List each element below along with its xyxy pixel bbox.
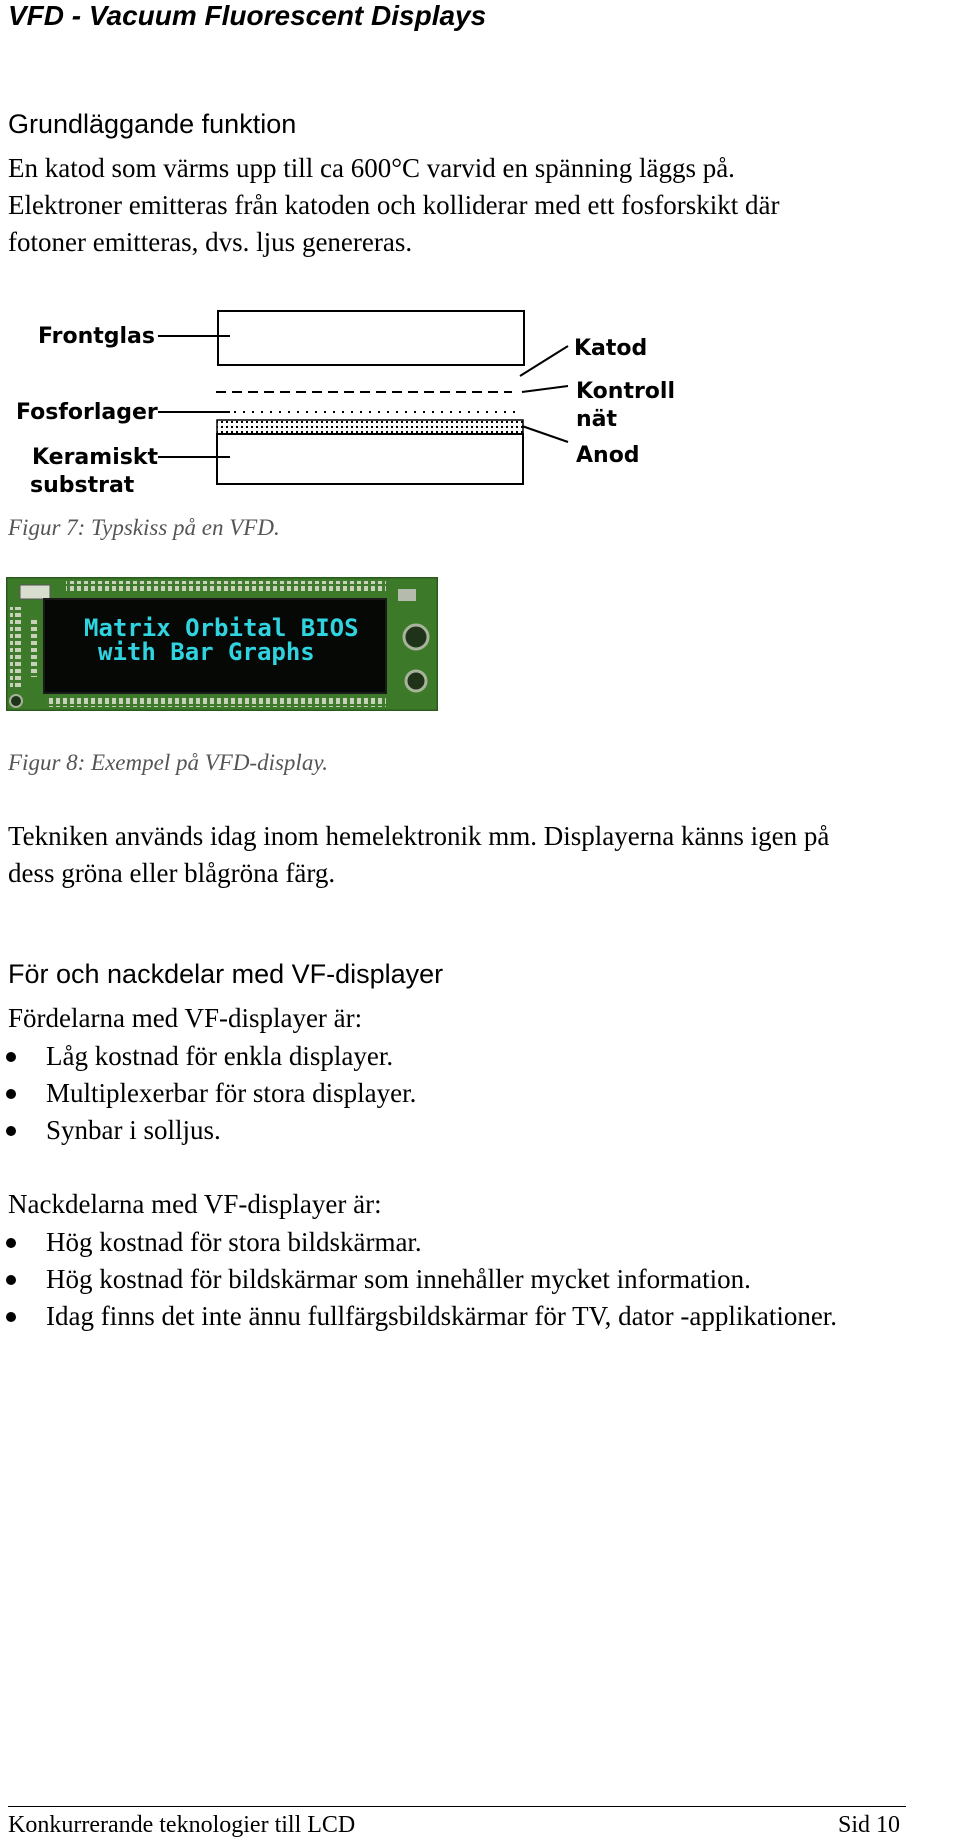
page-header-title: VFD - Vacuum Fluorescent Displays — [8, 0, 487, 31]
label-frontglas: Frontglas — [38, 324, 155, 349]
section-heading-basic-function: Grundläggande funktion — [8, 109, 297, 139]
figure-8-caption: Figur 8: Exempel på VFD-display. — [8, 750, 329, 775]
body-line-2: Elektroner emitteras från katoden och kolliderar med ett fosforskikt där — [8, 190, 780, 220]
list-item-pro: Låg kostnad för enkla displayer. — [0, 1038, 416, 1075]
mounting-hole — [404, 625, 428, 649]
list-item-con: Hög kostnad för stora bildskärmar. — [0, 1224, 837, 1261]
label-katod: Katod — [574, 336, 648, 361]
body-line-1: En katod som värms upp till ca 600°C varvid en spänning läggs på. — [8, 153, 735, 183]
body-line-5: dess gröna eller blågröna färg. — [8, 858, 336, 888]
vfd-schematic-diagram — [0, 300, 700, 510]
section-heading-pros-cons: För och nackdelar med VF-displayer — [8, 959, 444, 989]
phosphor-layer-shape — [217, 420, 523, 434]
list-item-con: Hög kostnad för bildskärmar som innehåller mycket information. — [0, 1261, 837, 1298]
cons-list — [0, 1224, 837, 1335]
front-glass-shape — [218, 311, 524, 365]
leader-line-anod — [522, 426, 568, 442]
display-text-line-1: Matrix Orbital BIOS — [84, 614, 359, 642]
list-item-pro: Multiplexerbar för stora displayer. — [0, 1075, 416, 1112]
top-pin-row — [66, 581, 386, 591]
pros-intro: Fördelarna med VF-displayer är: — [8, 1003, 363, 1033]
left-pin-column — [10, 607, 22, 687]
leader-line-kontroll — [522, 386, 568, 392]
list-item-con: Idag finns det inte ännu fullfärgsbildskärmar för TV, dator -applikationer. — [0, 1298, 837, 1335]
footer-document-title: Konkurrerande teknologier till LCD — [8, 1812, 356, 1838]
cons-intro: Nackdelarna med VF-displayer är: — [8, 1189, 382, 1219]
label-kontroll: Kontroll — [576, 379, 675, 404]
footer-divider — [8, 1806, 906, 1807]
label-keramiskt: Keramiskt — [32, 445, 158, 470]
footer-page-number: Sid 10 — [837, 1812, 900, 1838]
list-item-pro: Synbar i solljus. — [0, 1112, 416, 1149]
ceramic-substrate-shape — [217, 434, 523, 484]
pros-list — [0, 1038, 416, 1149]
body-line-4: Tekniken används idag inom hemelektronik mm. Displayerna känns igen på — [8, 821, 830, 851]
leader-line-katod — [520, 346, 568, 376]
vfd-display-photo — [6, 577, 438, 711]
label-anod: Anod — [576, 443, 640, 468]
display-text-line-2: with Bar Graphs — [98, 638, 315, 666]
label-nat: nät — [576, 407, 618, 432]
label-fosforlager: Fosforlager — [16, 400, 158, 425]
bottom-pin-row — [46, 697, 386, 707]
body-line-3: fotoner emitteras, dvs. ljus genereras. — [8, 227, 413, 257]
label-substrat: substrat — [30, 473, 135, 498]
figure-7-caption: Figur 7: Typskiss på en VFD. — [8, 515, 280, 540]
